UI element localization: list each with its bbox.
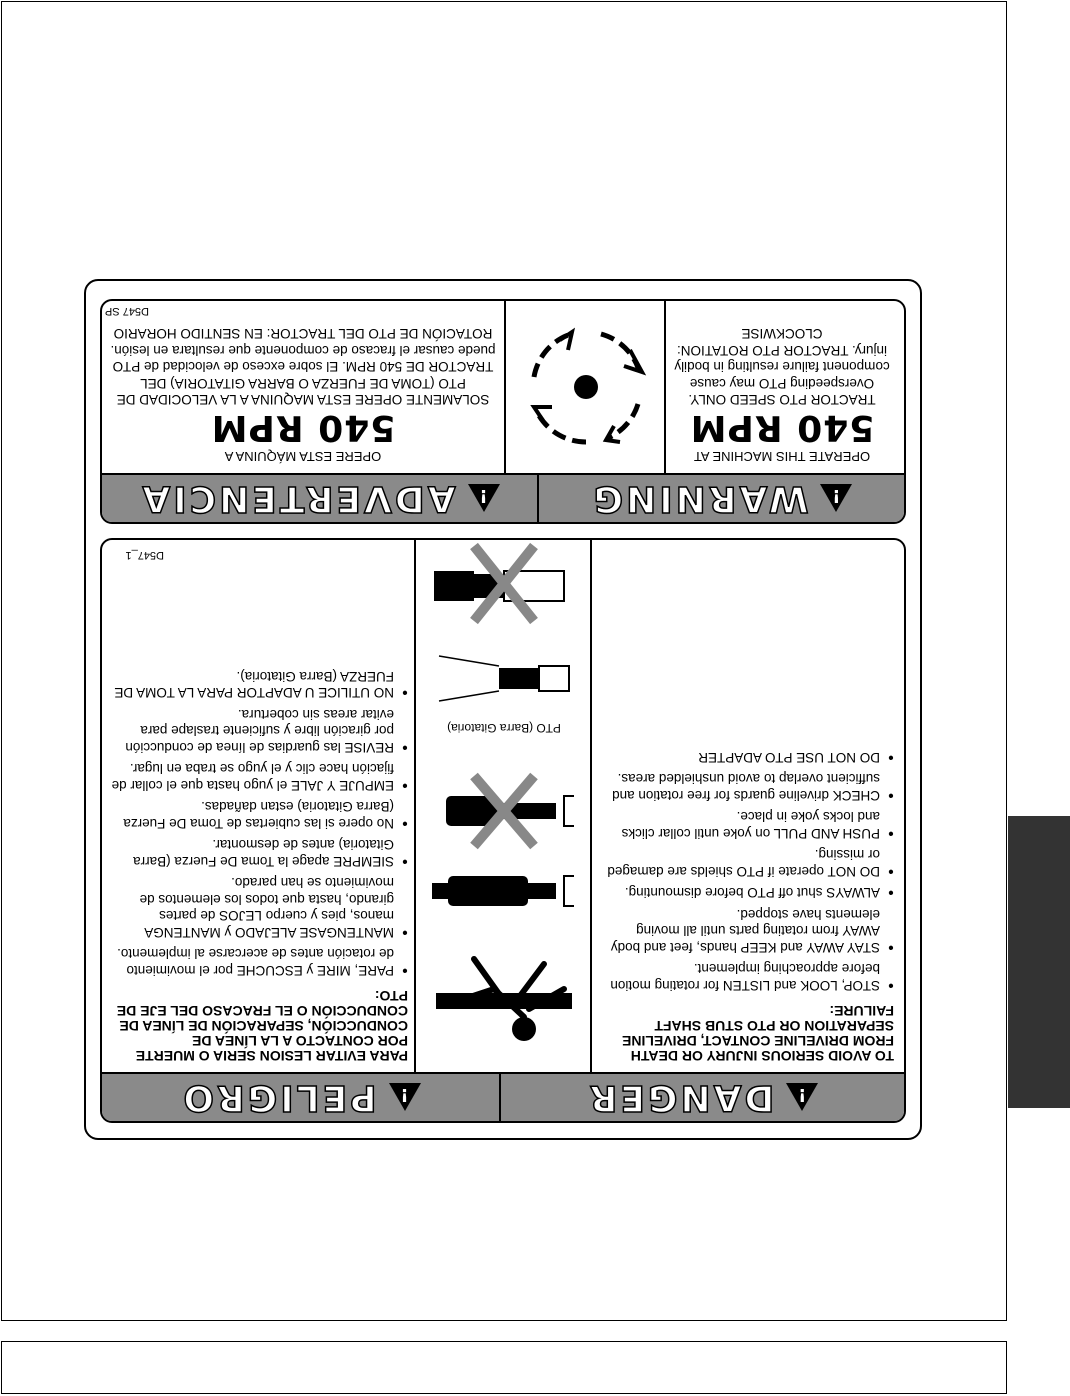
alert-icon [468, 485, 500, 513]
advertencia-spanish-text [108, 325, 498, 464]
list-item: ● EMPUJE Y JALE el yugo hasta que el collar de fijación hace clic y el yugo se traba en lugar. [110, 760, 408, 793]
list-item: ● No opere si las cubiertas de Toma De Fuerza (Barra Gitatoria) estan dañadas. [110, 798, 408, 831]
footer-box [1, 1341, 1007, 1394]
alert-icon [820, 485, 852, 513]
warning-body: TRACTOR PTO SPEED ONLY. Overspeeding PTO may cause component failure resulting in bodily injury. TRACTOR PTO ROTATION: CLOCKWISE [674, 326, 890, 408]
yoke-collar-pictogram [424, 636, 584, 721]
alert-icon [786, 1084, 818, 1112]
advertencia-bar [102, 473, 539, 522]
list-item: ● ALWAYS shut off PTO before dismounting. [598, 884, 894, 901]
column-divider [414, 540, 416, 1072]
column-divider [664, 301, 666, 473]
shielded-driveline-pictogram [424, 861, 584, 921]
warning-english-text [672, 325, 892, 464]
danger-panel [100, 538, 906, 1123]
safety-decal [84, 279, 922, 1140]
advertencia-body: SOLAMENTE OPERE ESTA MAQUINA A LA VELOCIDAD DE PTO (TOMA DE FUERZA O BARRA GITATORIA) DEL TRACTOR DE 540 RPM. El sobre exceso de velocidad de PTO puede causar el fracaso de componente que resultara en lesión. ROTACIÓN DE PTO DEL TRACTOR: EN SENTIDO HORARIO [110, 326, 496, 408]
column-divider [590, 540, 592, 1072]
column-divider [504, 301, 506, 473]
warning-panel [100, 299, 906, 524]
list-item: ● PUSH AND PULL on yoke until collar clicks and locks yoke in place. [598, 808, 894, 841]
list-item: ● NO UTILICE U ADAPTOR PARA LA TOMA DE FUERZA (Barra Gitatoria). [110, 668, 408, 701]
list-item: ● MANTENGASE ALEJADO y MANTENGA manos, pies y cuerpo LEJOS de partes girando, hasta que todos los elementos de movimiento se han parado. [110, 874, 408, 940]
list-item: ● PARE, MIRE y ESCUCHE por el movimiento de rotación antes de acercarse al implemento. [110, 945, 408, 978]
list-item: ● REVISE las guardias de línea de conducción por giración libre y suficiente traslape para evitar areas sin cobertura. [110, 706, 408, 756]
peligro-bar [102, 1072, 501, 1121]
list-item: ● SIEMPRE apage la Toma De Fuerza (Barra Gitatoria) antes de desmontar. [110, 836, 408, 869]
list-item: ● CHECK driveline guards for free rotation and sufficient overlap to avoid unshielded areas. [598, 770, 894, 803]
alert-icon [389, 1084, 421, 1112]
rpm-intro: OPERATE THIS MACHINE AT [693, 449, 871, 464]
peligro-signal-word: PELIGRO [180, 1077, 377, 1118]
pto-adapter-pictogram [424, 541, 584, 626]
rpm-value: 540 RPM [689, 407, 875, 449]
clockwise-rotation-icon [516, 312, 656, 462]
warning-bar [539, 473, 904, 522]
list-item: ● STOP, LOOK and LISTEN for rotating motion before approaching implement. [598, 960, 894, 993]
list-item: ● DO NOT operate if PTO shields are damaged or missing. [598, 846, 894, 879]
danger-english-text [598, 744, 894, 1064]
peligro-spanish-text [110, 663, 408, 1064]
rpm-intro: OPERE ESTA MÁQUINA A [224, 449, 382, 464]
peligro-headline: PARA EVITAR LESION SERIA O MUERTE POR CONTACTO A LA LÍNEA DE CONDUCCIÓN, SEPARACIÓN DE LÍNEA DE CONDUCCIÓN O EL FRACASO DEL EJE DE PTO: [116, 988, 408, 1064]
danger-headline: TO AVOID SERIOUS INJURY OR DEATH FROM DRIVELINE CONTACT, DRIVELINE SEPARATION OR PTO STUB SHAFT FAILURE: [622, 1003, 894, 1064]
entanglement-pictogram [424, 939, 584, 1059]
decal-code: D547_1 [125, 549, 164, 561]
danger-signal-word: DANGER [586, 1077, 775, 1118]
advertencia-signal-word: ADVERTENCIA [139, 478, 456, 519]
pto-figure-label: PTO (Barra Gitatoria) [447, 721, 561, 735]
list-item: ● STAY AWAY and KEEP hands, feet and body AWAY from rotating parts until all moving elements have stopped. [598, 906, 894, 956]
warning-signal-word: WARNING [590, 478, 809, 519]
unshielded-driveline-pictogram [424, 771, 584, 851]
danger-bar [501, 1072, 904, 1121]
section-tab [1008, 816, 1070, 1108]
list-item: ● DO NOT USE PTO ADAPTER [598, 749, 894, 766]
decal-code: D547 SP [104, 305, 149, 317]
rpm-value: 540 RPM [210, 407, 396, 449]
